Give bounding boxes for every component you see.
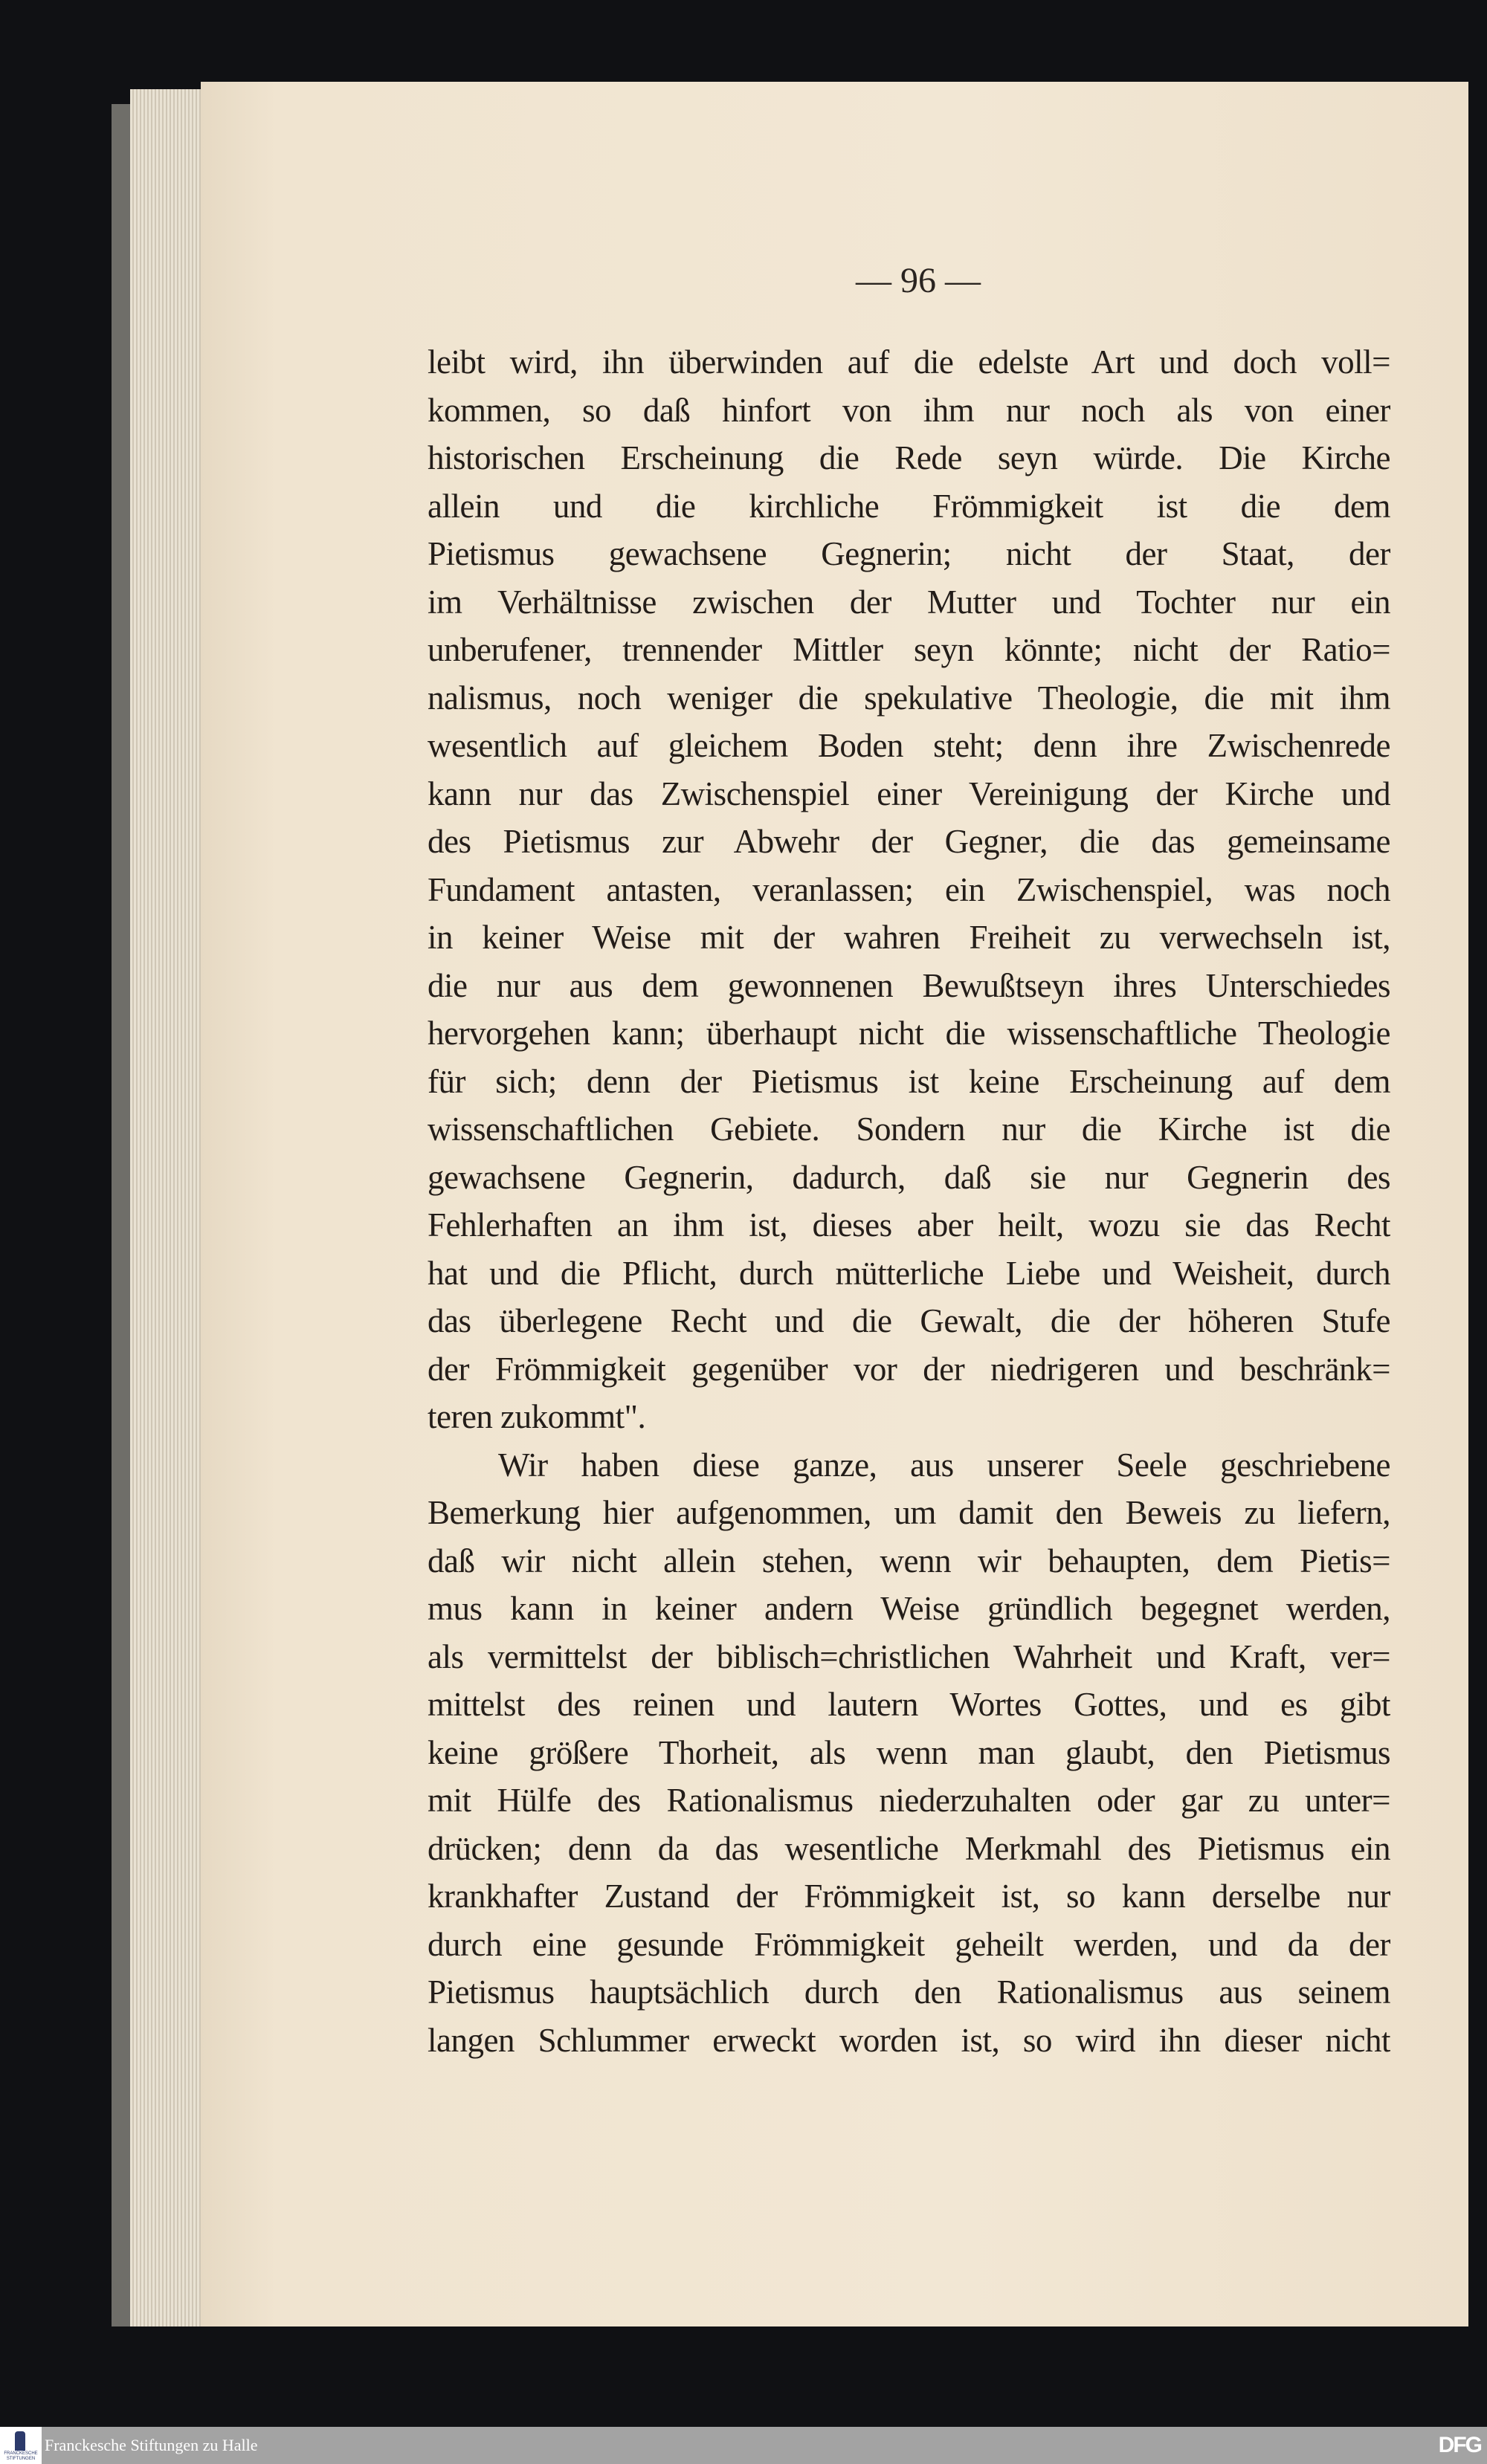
text-line: Wir haben diese ganze, aus unserer Seele geschriebene <box>498 1446 1390 1484</box>
text-line: wesentlich auf gleichem Boden steht; denn ihre Zwischenrede <box>428 727 1390 764</box>
page-edges <box>130 89 204 2326</box>
text-line: Bemerkung hier aufgenommen, um damit den Beweis zu liefern, <box>428 1494 1390 1531</box>
text-line: Fundament antasten, veranlassen; ein Zwischenspiel, was noch <box>428 870 1390 908</box>
text-line: als vermittelst der biblisch=christlichen Wahrheit und Kraft, ver= <box>428 1637 1390 1675</box>
dfg-logo: DFG <box>1438 2433 1481 2457</box>
text-line: nalismus, noch weniger die spekulative Theologie, die mit ihm <box>428 679 1390 717</box>
text-line: kann nur das Zwischenspiel einer Vereinigung der Kirche und <box>428 775 1390 812</box>
text-line: unberufener, trennender Mittler seyn könnte; nicht der Ratio= <box>428 631 1390 668</box>
text-line: krankhafter Zustand der Frömmigkeit ist, so kann derselbe nur <box>428 1878 1390 1915</box>
text-line: hat und die Pflicht, durch mütterliche Liebe und Weisheit, durch <box>428 1254 1390 1292</box>
logo-figure-icon <box>15 2431 25 2451</box>
page-text <box>428 338 1390 2064</box>
text-line: das überlegene Recht und die Gewalt, die der höheren Stufe <box>428 1302 1390 1339</box>
text-line: mittelst des reinen und lautern Wortes Gottes, und es gibt <box>428 1686 1390 1723</box>
logo-caption: FRANCKESCHE STIFTUNGEN <box>4 2451 38 2461</box>
text-line: drücken; denn da das wesentliche Merkmahl des Pietismus ein <box>428 1829 1390 1867</box>
franckesche-stiftungen-logo[interactable] <box>0 2427 42 2464</box>
text-line: des Pietismus zur Abwehr der Gegner, die das gemeinsame <box>428 823 1390 860</box>
text-line: im Verhältnisse zwischen der Mutter und Tochter nur ein <box>428 583 1390 621</box>
viewer-footer-bar <box>0 2427 1487 2464</box>
text-line: teren zukommt". <box>428 1398 646 1435</box>
text-line: Pietismus hauptsächlich durch den Rationalismus aus seinem <box>428 1973 1390 2011</box>
text-line: historischen Erscheinung die Rede seyn würde. Die Kirche <box>428 439 1390 476</box>
text-line: durch eine gesunde Frömmigkeit geheilt werden, und da der <box>428 1925 1390 1963</box>
text-line: gewachsene Gegnerin, dadurch, daß sie nur Gegnerin des <box>428 1158 1390 1196</box>
text-line: daß wir nicht allein stehen, wenn wir behaupten, dem Pietis= <box>428 1542 1390 1579</box>
text-line: die nur aus dem gewonnenen Bewußtseyn ihres Unterschiedes <box>428 966 1390 1004</box>
text-line: hervorgehen kann; überhaupt nicht die wissenschaftliche Theologie <box>428 1015 1390 1052</box>
text-line: leibt wird, ihn überwinden auf die edelste Art und doch voll= <box>428 343 1390 381</box>
institution-name: Franckesche Stiftungen zu Halle <box>45 2436 258 2454</box>
text-line: mit Hülfe des Rationalismus niederzuhalten oder gar zu unter= <box>428 1782 1390 1819</box>
text-line: mus kann in keiner andern Weise gründlich begegnet werden, <box>428 1590 1390 1627</box>
text-line: wissenschaftlichen Gebiete. Sondern nur die Kirche ist die <box>428 1110 1390 1148</box>
text-line: allein und die kirchliche Frömmigkeit ist die dem <box>428 487 1390 525</box>
text-line: für sich; denn der Pietismus ist keine Erscheinung auf dem <box>428 1062 1390 1100</box>
text-line: langen Schlummer erweckt worden ist, so wird ihn dieser nicht <box>428 2021 1390 2059</box>
page-number: — 96 — <box>856 261 981 300</box>
text-line: kommen, so daß hinfort von ihm nur noch als von einer <box>428 391 1390 429</box>
text-line: der Frömmigkeit gegenüber vor der niedrigeren und beschränk= <box>428 1350 1390 1388</box>
text-line: keine größere Thorheit, als wenn man glaubt, den Pietismus <box>428 1733 1390 1771</box>
text-line: Pietismus gewachsene Gegnerin; nicht der Staat, der <box>428 535 1390 572</box>
text-line: in keiner Weise mit der wahren Freiheit zu verwechseln ist, <box>428 919 1390 956</box>
text-line: Fehlerhaften an ihm ist, dieses aber heilt, wozu sie das Recht <box>428 1206 1390 1244</box>
